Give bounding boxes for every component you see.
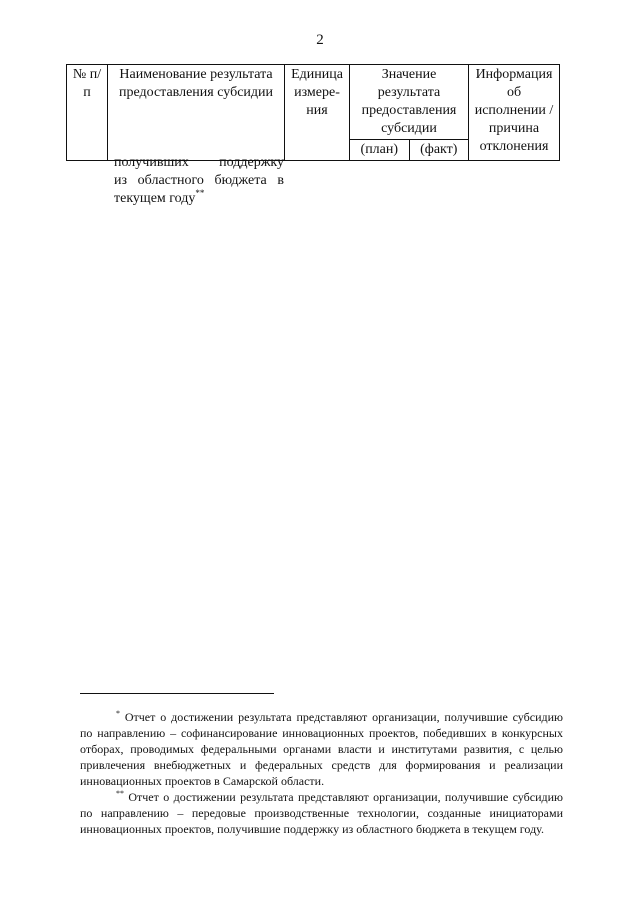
footnote-ref-mark: **: [195, 188, 205, 198]
header-number: № п/п: [67, 65, 108, 161]
header-fact: (факт): [409, 140, 468, 161]
footnote-1-mark: *: [116, 709, 120, 718]
page-number: 2: [316, 32, 324, 48]
header-name: Наименование результата предоставления субсидии: [108, 65, 285, 161]
footnotes: [80, 709, 563, 837]
footnote-2: [80, 789, 563, 837]
header-value: Значение результата предоставления субсидии: [350, 65, 469, 140]
continuation-line-1: получивших поддержку: [114, 155, 284, 170]
footnote-2-mark: **: [116, 789, 124, 798]
footnote-1-text: Отчет о достижении результата представляют организации, получившие субсидию по направлению – софинансирование инновационных проектов, победивших в конкурсных отборах, проводимых федеральными органами власти и институтами развития, с целью привлечения внебюджетных и федеральных средств для формирования и реализации инновационных проектов в Самарской области.: [80, 710, 563, 788]
header-plan: (план): [350, 140, 410, 161]
header-info: Информация об исполнении / причина отклонения: [469, 65, 560, 161]
table-header-row: [67, 65, 560, 140]
row-name-continuation: [114, 154, 284, 208]
results-table: [66, 64, 560, 161]
header-unit: Единица измере-ния: [285, 65, 350, 161]
continuation-line-3: [114, 190, 284, 208]
continuation-line-2: из областного бюджета в: [114, 173, 284, 188]
footnote-divider: [80, 693, 274, 694]
footnote-1: [80, 709, 563, 789]
continuation-line-3-text: текущем году: [114, 191, 196, 206]
footnote-2-text: Отчет о достижении результата представляют организации, получившие субсидию по направлению – передовые производственные технологии, созданные инициаторами инновационных проектов, получившие поддержку из областного бюджета в текущем году.: [80, 790, 563, 836]
